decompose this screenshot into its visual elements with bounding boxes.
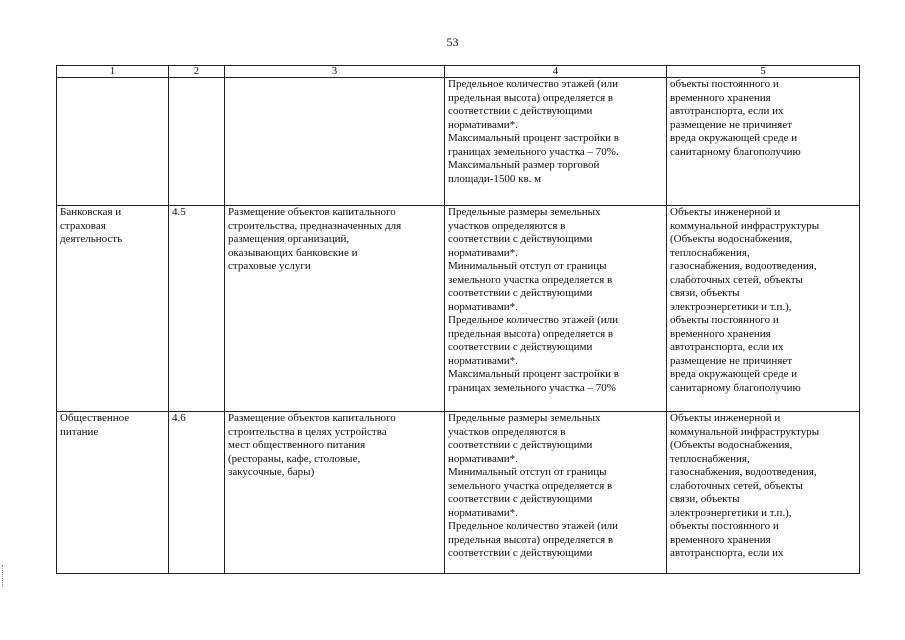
cell-text-line: (рестораны, кафе, столовые, [228, 452, 361, 465]
cell-text-line: Максимальный процент застройки в [448, 368, 619, 380]
cell-text-line: размещение не причиняет [670, 118, 793, 131]
cell-text-line: строительства в целях устройства [228, 425, 387, 438]
cell-text-line: участков определяются в [448, 219, 566, 232]
cell-text-line: соответствии с действующими [448, 493, 593, 505]
table-row [57, 206, 860, 412]
cell-text-line: временного хранения [670, 327, 771, 340]
cell-text-line: мест общественного питания [228, 439, 366, 451]
cell-text-line: нормативами*. [448, 118, 518, 131]
cell-text-line: санитарному благополучию [670, 145, 801, 158]
cell-description [225, 412, 445, 574]
cell-text-line: Общественное [60, 412, 130, 424]
cell-text-line: размещения организаций, [228, 233, 350, 245]
cell-text-line: соответствии с действующими [448, 105, 593, 117]
cell-text-line: 4.6 [172, 412, 186, 424]
cell-text-line: предельная высота) определяется в [448, 327, 614, 340]
cell-text-line: Размещение объектов капитального [228, 206, 396, 218]
cell-text-line: границах земельного участка – 70% [448, 381, 616, 394]
cell-description [225, 206, 445, 412]
cell-text-line: электроэнергетики и т.п.), [670, 506, 792, 519]
cell-text-line: Банковская и [60, 206, 122, 218]
cell-text-line: Максимальный процент застройки в [448, 132, 619, 144]
cell-text-line: 4.5 [172, 206, 186, 218]
cell-text-line: строительства, предназначенных для [228, 219, 402, 232]
cell-code [169, 78, 225, 206]
cell-text-line: связи, объекты [670, 493, 740, 505]
cell-text-line: закусочные, бары) [228, 466, 315, 478]
cell-code [169, 206, 225, 412]
cell-text-line: земельного участка определяется в [448, 479, 613, 492]
header-row [57, 66, 860, 78]
table-row [57, 412, 860, 574]
cell-auxiliary-uses [667, 78, 860, 206]
cell-text-line: санитарному благополучию [670, 381, 801, 394]
col-header-2: 2 [169, 66, 225, 78]
cell-text-line: соответствии с действующими [448, 287, 593, 299]
cell-text-line: Максимальный размер торговой [448, 159, 600, 171]
cell-text-line: временного хранения [670, 533, 771, 546]
cell-text-line: объекты постоянного и [670, 314, 779, 326]
cell-text-line: предельная высота) определяется в [448, 91, 614, 104]
cell-text-line: теплоснабжения, [670, 246, 750, 259]
cell-text-line: предельная высота) определяется в [448, 533, 614, 546]
cell-text-line: Размещение объектов капитального [228, 412, 396, 424]
cell-text-line: вреда окружающей среде и [670, 132, 798, 144]
cell-text-line: нормативами*. [448, 354, 518, 367]
cell-text-line: питание [60, 425, 99, 438]
cell-text-line: соответствии с действующими [448, 341, 593, 353]
cell-text-line: деятельность [60, 233, 123, 245]
cell-text-line: Предельное количество этажей (или [448, 314, 619, 326]
cell-text-line: (Объекты водоснабжения, [670, 439, 793, 451]
cell-use-name [57, 78, 169, 206]
cell-parameters [445, 206, 667, 412]
cell-text-line: нормативами*. [448, 452, 518, 465]
cell-text-line: автотранспорта, если их [670, 105, 784, 117]
cell-text-line: теплоснабжения, [670, 452, 750, 465]
cell-text-line: нормативами*. [448, 246, 518, 259]
cell-text-line: объекты постоянного и [670, 78, 779, 90]
col-header-3: 3 [225, 66, 445, 78]
cell-text-line: слаботочных сетей, объекты [670, 273, 803, 286]
cell-text-line: временного хранения [670, 91, 771, 104]
cell-text-line: площади-1500 кв. м [448, 172, 542, 185]
cell-text-line: страховая [60, 219, 106, 232]
cell-text-line: объекты постоянного и [670, 520, 779, 532]
cell-text-line: размещение не причиняет [670, 354, 793, 367]
cell-text-line: автотранспорта, если их [670, 341, 784, 353]
cell-description [225, 78, 445, 206]
cell-use-name [57, 412, 169, 574]
cell-text-line: Предельное количество этажей (или [448, 520, 619, 532]
cell-text-line: Объекты инженерной и [670, 412, 781, 424]
land-use-table [56, 65, 860, 574]
cell-text-line: соответствии с действующими [448, 547, 593, 559]
cell-text-line: земельного участка определяется в [448, 273, 613, 286]
col-header-1: 1 [57, 66, 169, 78]
cell-text-line: соответствии с действующими [448, 439, 593, 451]
cell-text-line: Объекты инженерной и [670, 206, 781, 218]
col-header-4: 4 [445, 66, 667, 78]
cell-text-line: границах земельного участка – 70%. [448, 145, 619, 158]
cell-text-line: оказывающих банковские и [228, 246, 358, 259]
scan-artifact [2, 565, 6, 587]
cell-text-line: нормативами*. [448, 300, 518, 313]
cell-text-line: слаботочных сетей, объекты [670, 479, 803, 492]
cell-text-line: электроэнергетики и т.п.), [670, 300, 792, 313]
cell-text-line: Предельные размеры земельных [448, 206, 601, 218]
col-header-5: 5 [667, 66, 860, 78]
cell-use-name [57, 206, 169, 412]
cell-text-line: автотранспорта, если их [670, 547, 784, 559]
cell-text-line: Предельное количество этажей (или [448, 78, 619, 90]
cell-text-line: страховые услуги [228, 260, 311, 272]
cell-parameters [445, 412, 667, 574]
cell-text-line: Минимальный отступ от границы [448, 466, 607, 478]
cell-auxiliary-uses [667, 206, 860, 412]
cell-code [169, 412, 225, 574]
cell-auxiliary-uses [667, 412, 860, 574]
cell-text-line: связи, объекты [670, 287, 740, 299]
cell-text-line: вреда окружающей среде и [670, 368, 798, 380]
cell-text-line: газоснабжения, водоотведения, [670, 260, 817, 272]
page-number: 53 [446, 35, 459, 49]
cell-text-line: участков определяются в [448, 425, 566, 438]
cell-text-line: (Объекты водоснабжения, [670, 233, 793, 245]
cell-text-line: Минимальный отступ от границы [448, 260, 607, 272]
cell-text-line: соответствии с действующими [448, 233, 593, 245]
cell-text-line: коммунальной инфраструктуры [670, 425, 820, 438]
table-row [57, 78, 860, 206]
cell-parameters [445, 78, 667, 206]
cell-text-line: коммунальной инфраструктуры [670, 219, 820, 232]
cell-text-line: Предельные размеры земельных [448, 412, 601, 424]
cell-text-line: нормативами*. [448, 506, 518, 519]
cell-text-line: газоснабжения, водоотведения, [670, 466, 817, 478]
